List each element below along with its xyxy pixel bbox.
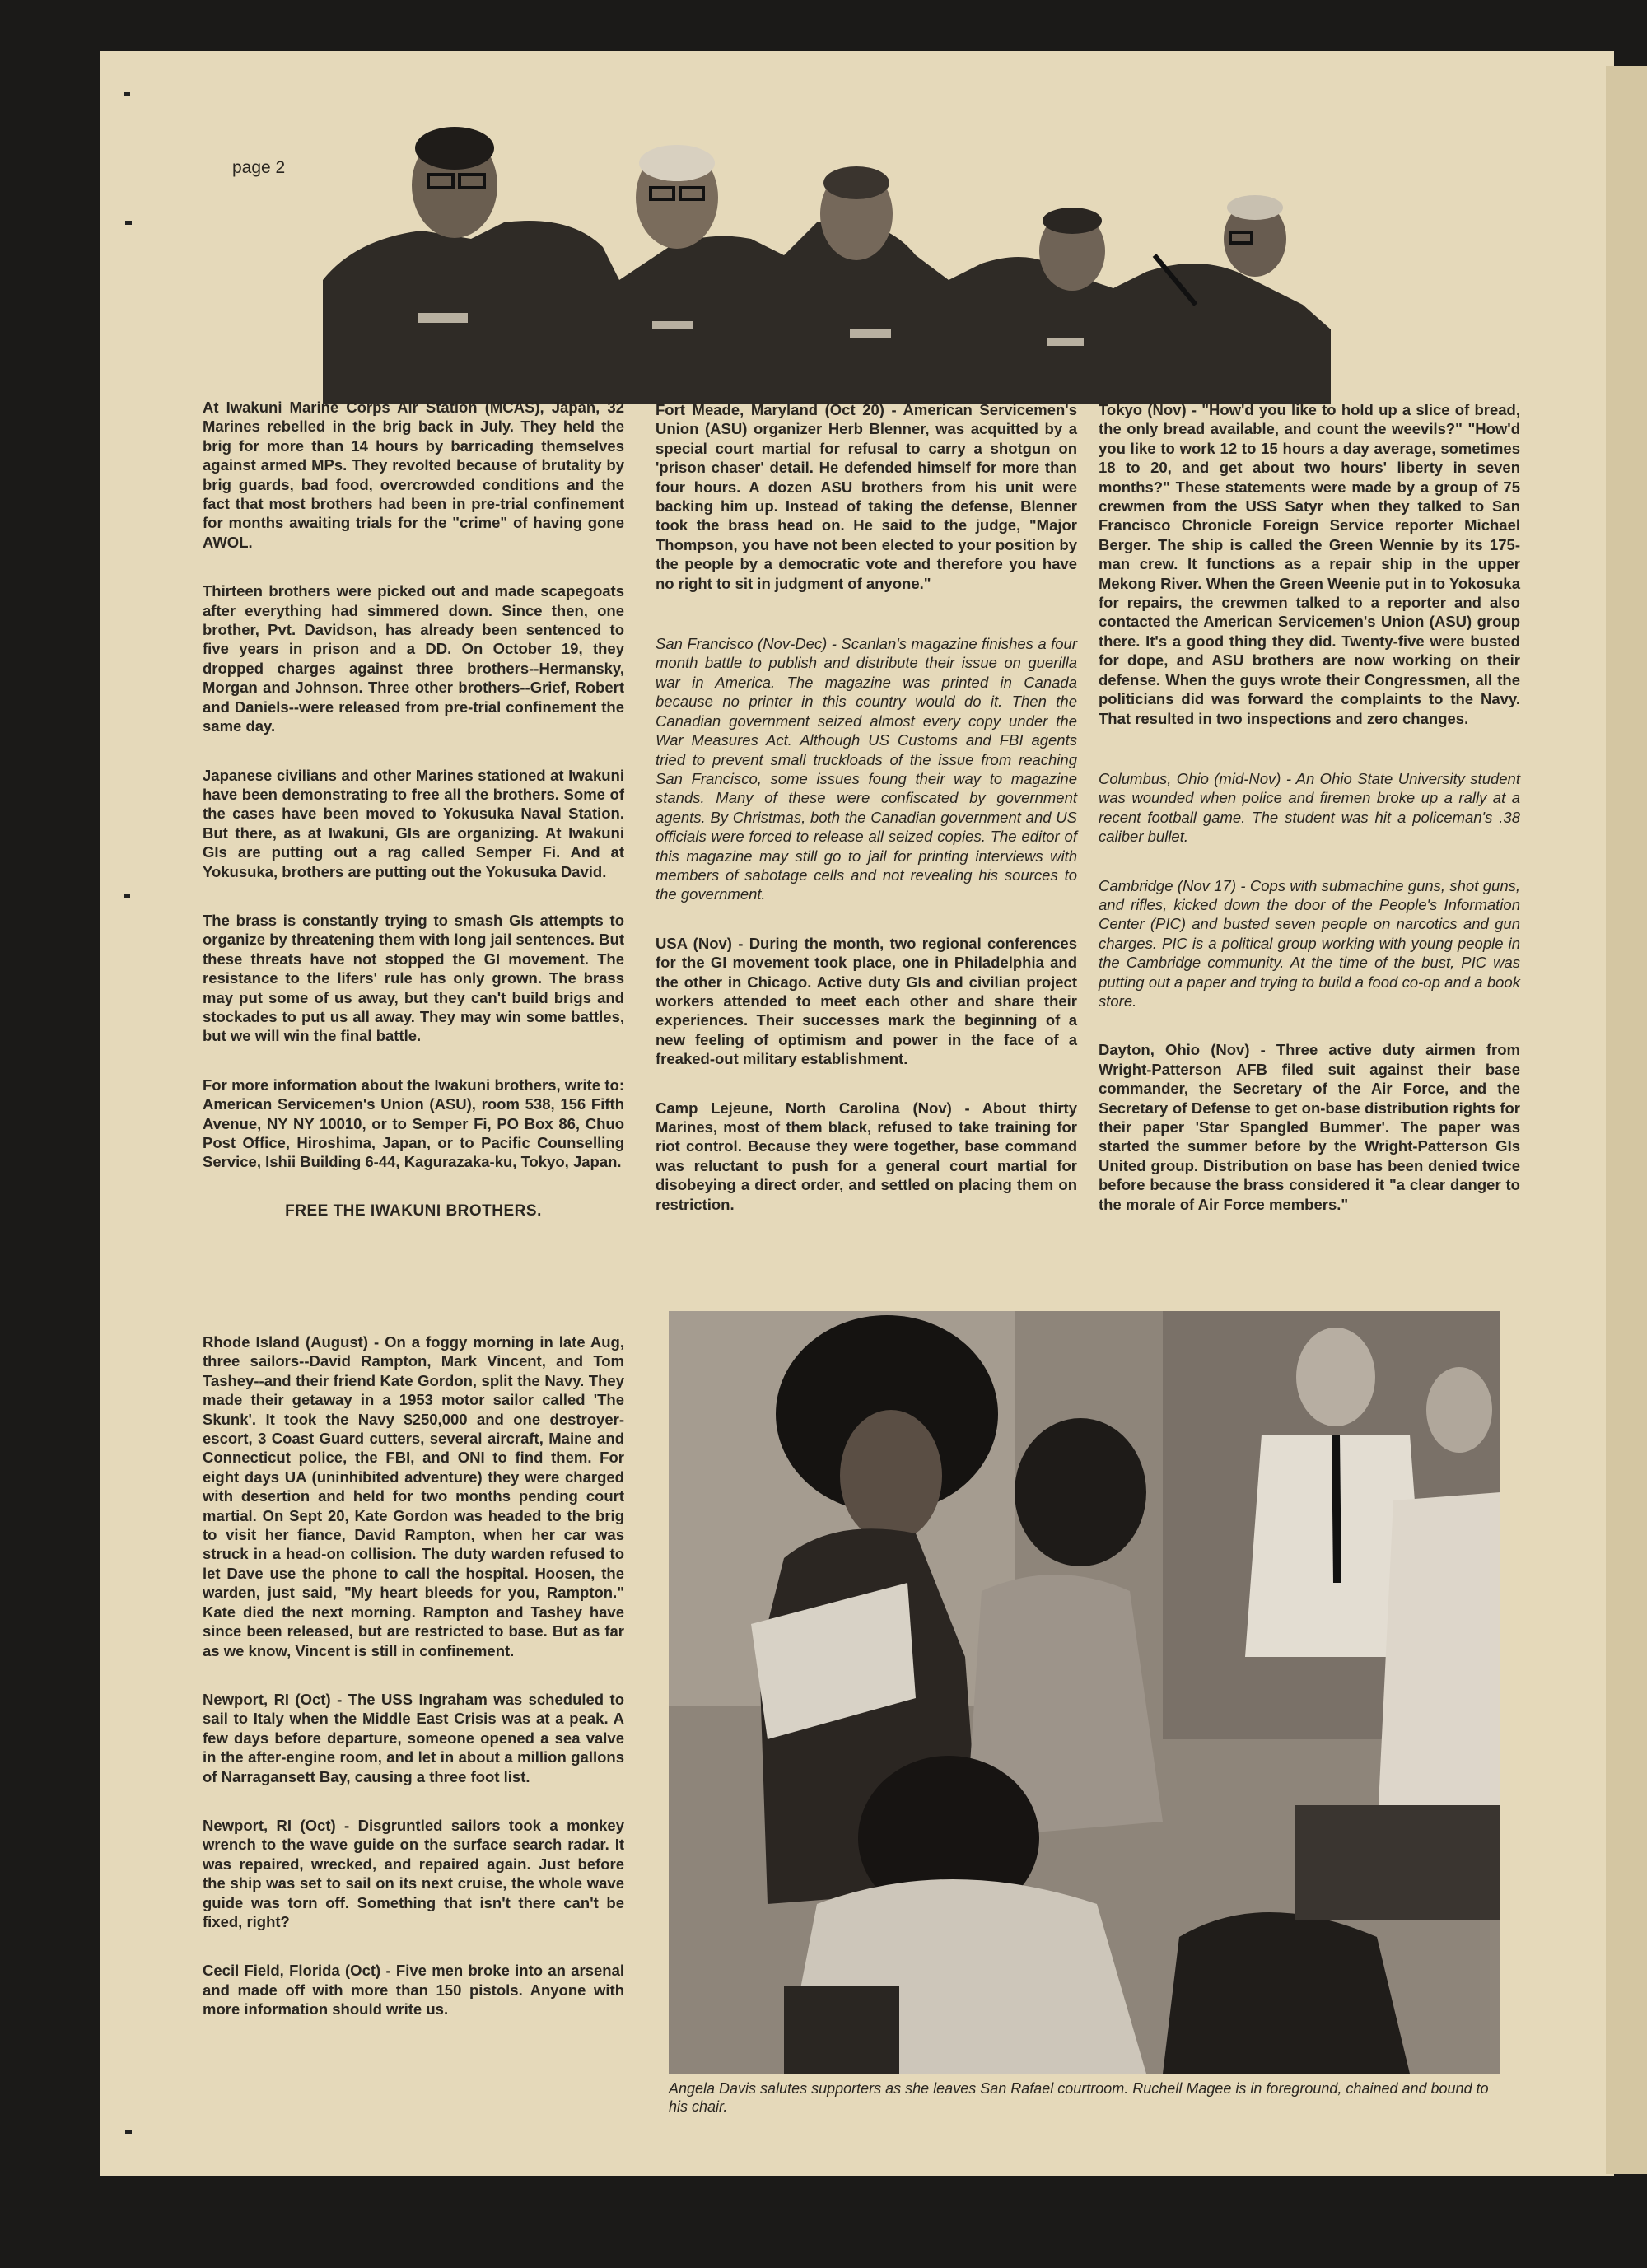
column-1 <box>203 398 624 1250</box>
column-3 <box>1099 400 1520 1244</box>
officers-panel-image <box>323 115 1331 404</box>
binding-mark <box>125 221 132 225</box>
adjacent-page-edge <box>1606 66 1647 2174</box>
courtroom-photo <box>669 1311 1500 2074</box>
article-newport-ingraham: Newport, RI (Oct) - The USS Ingraham was scheduled to sail to Italy when the Middle East Crisis was at a peak. A few days before departure, someone opened a sea valve in the after-engine room, and let in about a million gallons of Narragansett Bay, causing a three foot list. <box>203 1690 624 1785</box>
column-2 <box>656 400 1077 1244</box>
article-columbus: Columbus, Ohio (mid-Nov) - An Ohio State University student was wounded when police and firemen broke up a rally at a recent football game. The student was hit a policeman's .38 caliber bullet. <box>1099 769 1520 846</box>
courtroom-image <box>669 1311 1500 2074</box>
free-iwakuni-headline: FREE THE IWAKUNI BROTHERS. <box>285 1202 542 1220</box>
article-iwakuni-p5: For more information about the Iwakuni brothers, write to: American Servicemen's Union (ASU), room 538, 156 Fifth Avenue, NY NY 10010, or to Semper Fi, PO Box 86, Chuo Post Office, Hiroshima, Japan, or to Pacific Counselling Service, Ishii Building 6-44, Kagurazaka-ku, Tokyo, Japan. <box>203 1076 624 1171</box>
article-dayton: Dayton, Ohio (Nov) - Three active duty airmen from Wright-Patterson AFB filed suit against their base commander, the Secretary of the Air Force, and the Secretary of Defense to get on-base distribution rights for their paper 'Star Spangled Bummer'. The paper was started the summer before by the Wright-Patterson GIs United group. Distribution on base has been denied twice before because the brass considered it "a clear danger to the morale of Air Force members." <box>1099 1041 1520 1213</box>
article-fort-meade: Fort Meade, Maryland (Oct 20) - American Servicemen's Union (ASU) organizer Herb Blenner, was acquitted by a special court martial for refusal to carry a shotgun on 'prison chaser' detail. He defended himself for more than four hours. A dozen ASU brothers from his unit were backing him up. Instead of taking the defense, Blenner took the brass head on. He said to the judge, "Major Thompson, you have not been elected to your position by the people by a democratic vote and therefore you have no right to sit in judgment of anyone." <box>656 401 1077 592</box>
page-number: page 2 <box>232 158 286 177</box>
photo-caption: Angela Davis salutes supporters as she leaves San Rafael courtroom. Ruchell Magee is in foreground, chained and bound to his chair. <box>669 2080 1489 2115</box>
binding-mark <box>125 2130 132 2134</box>
column-1-lower <box>203 1332 624 2049</box>
article-newport-radar: Newport, RI (Oct) - Disgruntled sailors took a monkey wrench to the wave guide on the surface search radar. It was repaired, wrecked, and repaired again. Just before the ship was set to sail on its next cruise, the whole wave guide was torn off. Something that isn't there can't be fixed, right? <box>203 1816 624 1930</box>
article-cambridge: Cambridge (Nov 17) - Cops with submachine guns, shot guns, and rifles, kicked down the door of the People's Information Center (PIC) and busted seven people on narcotics and gun charges. PIC is a political group working with young people in the Cambridge community. At the time of the bust, PIC was putting out a paper and trying to build a food co-op and a book store. <box>1099 876 1520 1010</box>
binding-mark <box>124 92 130 96</box>
article-rhode-island: Rhode Island (August) - On a foggy morning in late Aug, three sailors--David Rampton, Mark Vincent, and Tom Tashey--and their friend Kate Gordon, split the Navy. They made their getaway in a 1953 motor sailor called 'The Skunk'. It took the Navy $250,000 and one destroyer-escort, 3 Coast Guard cutters, several aircraft, Maine and Connecticut police, the FBI, and ONI to find them. For eight days UA (uninhibited adventure) they were charged with desertion and held for two months pending court martial. On Sept 20, Kate Gordon was headed to the brig to visit her fiance, David Rampton, when her car was struck in a head-on collision. The duty warden refused to let Dave use the phone to call the hospital. Hoosen, the warden, just said, "My heart bleeds for you, Rampton." Kate died the next morning. Rampton and Tashey have since been released, but are restricted to base. But as far as we know, Vincent is still in confinement. <box>203 1333 624 1659</box>
article-iwakuni-p2: Thirteen brothers were picked out and made scapegoats after everything had simmered down. Since then, one brother, Pvt. Davidson, has already been sentenced to five years in prison and a DD. On October 19, they dropped charges against three brothers--Hermansky, Morgan and Johnson. Three other brothers--Grief, Robert and Daniels--were released from pre-trial confinement the same day. <box>203 582 624 735</box>
article-cecil-field: Cecil Field, Florida (Oct) - Five men broke into an arsenal and made off with more than 150 pistols. Anyone with more information should write us. <box>203 1962 624 2018</box>
binding-mark <box>124 894 130 898</box>
article-usa: USA (Nov) - During the month, two regional conferences for the GI movement took place, one in Philadelphia and the other in Chicago. Active duty GIs and civilian project workers attended to meet each other and share their experiences. Their successes mark the beginning of a new feeling of optimism and power in the face of a freaked-out military establishment. <box>656 934 1077 1068</box>
officers-panel-photo <box>323 115 1331 404</box>
article-iwakuni-p4: The brass is constantly trying to smash GIs attempts to organize by threatening them with long jail sentences. But these threats have not stopped the GI movement. The resistance to the lifers' rule has only grown. The brass may put some of us away, but they can't build brigs and stockades to put us all away. They may win some battles, but we will win the final battle. <box>203 911 624 1045</box>
article-san-francisco: San Francisco (Nov-Dec) - Scanlan's magazine finishes a four month battle to publish and distribute their issue on guerilla war in America. The magazine was printed in Canada because no printer in this country would do it. Then the Canadian government seized almost every copy under the War Measures Act. Although US Customs and FBI agents tried to prevent small truckloads of the issue from reaching San Francisco, some issues foung their way to magazine stands. Many of these were confiscated by government agents. By Christmas, both the Canadian government and US officials were forced to release all seized copies. The editor of this magazine may still go to jail for printing interviews with members of sabotage cells and not revealing his sources to the government. <box>656 635 1077 903</box>
article-iwakuni-p1: At Iwakuni Marine Corps Air Station (MCAS), Japan, 32 Marines rebelled in the brig back in July. They held the brig for more than 14 hours by barricading themselves against armed MPs. They revolted because of brutality by brig guards, bad food, overcrowded conditions and the fact that most brothers had been in pre-trial confinement for months awaiting trials for the "crime" of having gone AWOL. <box>203 399 624 551</box>
article-camp-lejeune: Camp Lejeune, North Carolina (Nov) - About thirty Marines, most of them black, refused to take training for riot control. Because they were together, base command was reluctant to push for a general court martial for disobeying a direct order, and settled on placing them on restriction. <box>656 1099 1077 1213</box>
article-iwakuni-p3: Japanese civilians and other Marines stationed at Iwakuni have been demonstrating to free all the brothers. Some of the cases have been moved to Yokusuka Naval Station. But there, as at Iwakuni, GIs are organizing. At Iwakuni GIs are putting out a rag called Semper Fi. And at Yokusuka, brothers are putting out the Yokusuka David. <box>203 766 624 880</box>
article-tokyo: Tokyo (Nov) - "How'd you like to hold up a slice of bread, the only bread available, and count the weevils?" "How'd you like to work 12 to 15 hours a day average, sometimes 18 to 20, and get about two hours' liberty in seven months?" These statements were made by a group of 75 crewmen from the USS Satyr when they talked to San Francisco Chronicle Foreign Service reporter Michael Berger. The ship is called the Green Wennie by its 175-man crew. It functions as a repair ship in the upper Mekong River. When the Green Weenie put in to Yokosuka for repairs, the crewmen talked to a reporter and also contacted the American Servicemen's Union (ASU) group there. It's a good thing they did. Twenty-five were busted for dope, and ASU brothers are now working on their defense. When the guys wrote their Congressmen, all the politicians did was forward the complaints to the Navy. That resulted in two inspections and zero changes. <box>1099 401 1520 727</box>
